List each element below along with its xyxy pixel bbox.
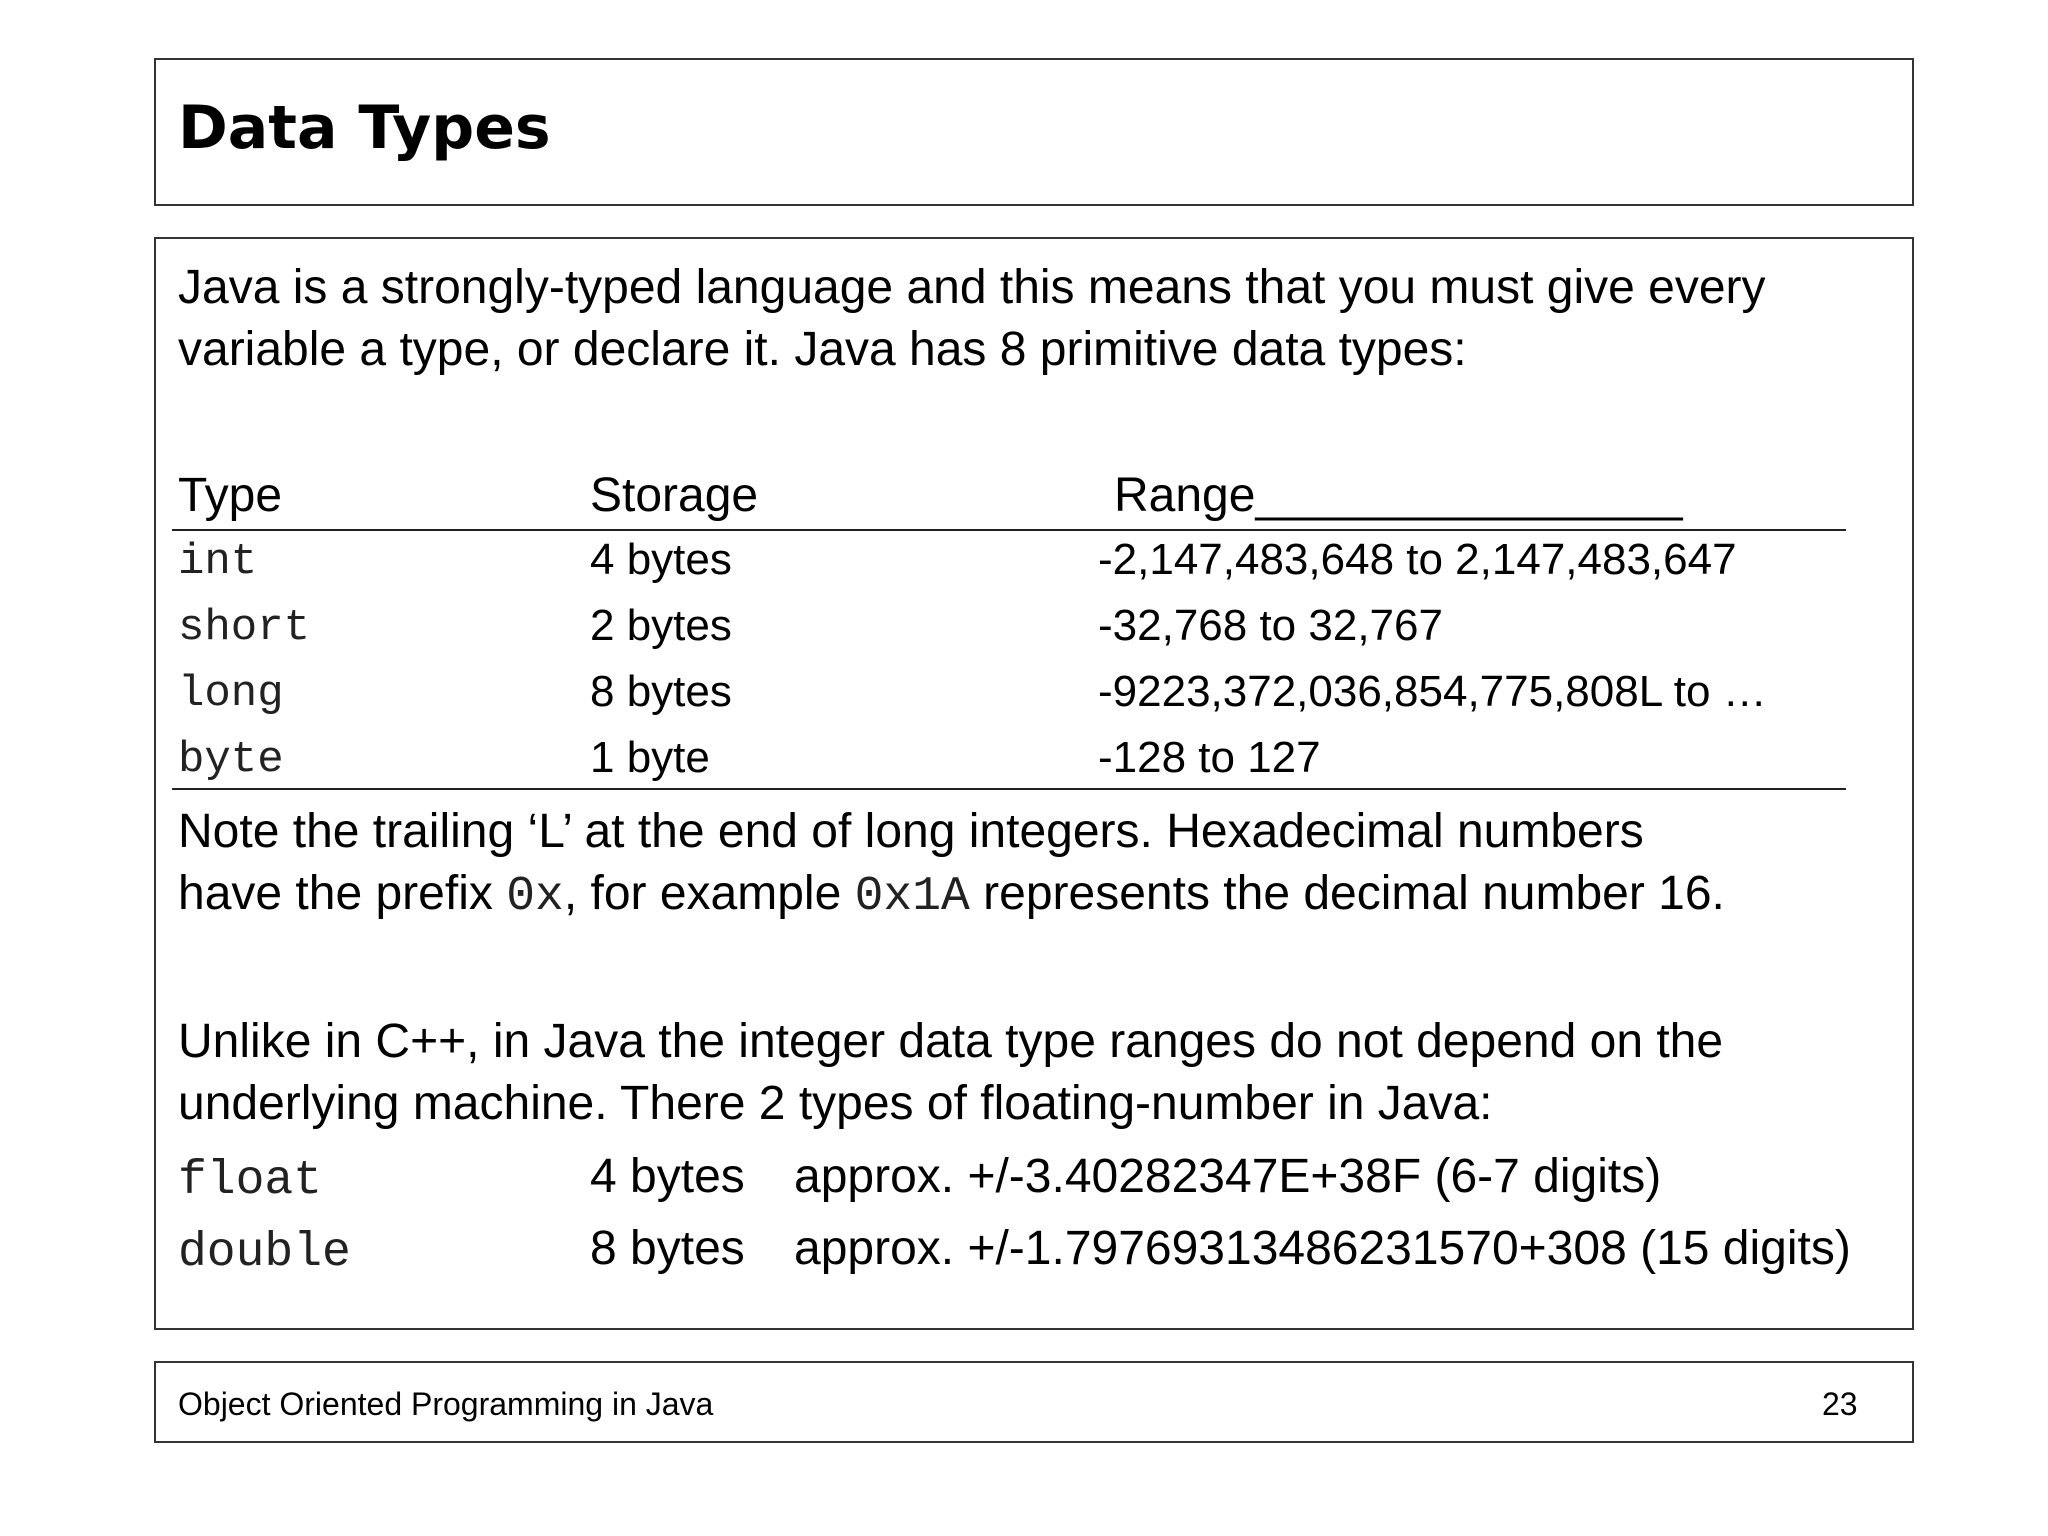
note-line-1: Note the trailing ‘L’ at the end of long integers. Hexadecimal numbers xyxy=(178,805,1644,858)
row-type: long xyxy=(178,669,284,719)
header-range: Range________________ xyxy=(1114,469,1683,522)
table-top-rule xyxy=(172,529,1846,531)
intro-line-1: Java is a strongly-typed language and this means that you must give every xyxy=(178,261,1766,314)
float-type: float xyxy=(178,1154,323,1208)
row-type: byte xyxy=(178,735,284,785)
row-storage: 8 bytes xyxy=(590,667,732,716)
row-storage: 2 bytes xyxy=(590,601,732,650)
note-line-2 xyxy=(178,863,1725,928)
note-text-b: , for example xyxy=(563,867,855,920)
hex-example-code: 0x1A xyxy=(854,870,970,924)
double-storage: 8 bytes xyxy=(590,1222,745,1275)
row-storage: 4 bytes xyxy=(590,535,732,584)
row-range: -9223,372,036,854,775,808L to … xyxy=(1098,667,1767,716)
header-storage: Storage xyxy=(590,469,759,522)
unlike-line-2: underlying machine. There 2 types of floating-number in Java: xyxy=(178,1077,1493,1130)
unlike-line-1: Unlike in C++, in Java the integer data type ranges do not depend on the xyxy=(178,1015,1724,1068)
table-bottom-rule xyxy=(172,788,1846,790)
row-type: int xyxy=(178,537,258,587)
note-text-a: have the prefix xyxy=(178,867,507,920)
title-panel xyxy=(154,58,1914,206)
footer-course-title: Object Oriented Programming in Java xyxy=(178,1386,714,1422)
intro-line-2: variable a type, or declare it. Java has 8 primitive data types: xyxy=(178,323,1467,376)
hex-prefix-code: 0x xyxy=(506,870,564,924)
header-type: Type xyxy=(178,469,283,522)
content-panel xyxy=(154,237,1914,1330)
footer-panel xyxy=(154,1361,1914,1443)
page-number: 23 xyxy=(1822,1386,1858,1422)
row-range: -2,147,483,648 to 2,147,483,647 xyxy=(1098,535,1737,584)
row-range: -32,768 to 32,767 xyxy=(1098,601,1443,650)
float-storage: 4 bytes xyxy=(590,1150,745,1203)
double-type: double xyxy=(178,1226,351,1280)
row-type: short xyxy=(178,603,311,653)
double-range: approx. +/-1.79769313486231570+308 (15 digits) xyxy=(794,1222,1851,1275)
note-text-c: represents the decimal number 16. xyxy=(969,867,1725,920)
row-storage: 1 byte xyxy=(590,733,710,782)
row-range: -128 to 127 xyxy=(1098,733,1321,782)
slide-title: Data Types xyxy=(178,93,551,163)
float-range: approx. +/-3.40282347E+38F (6-7 digits) xyxy=(794,1150,1662,1203)
